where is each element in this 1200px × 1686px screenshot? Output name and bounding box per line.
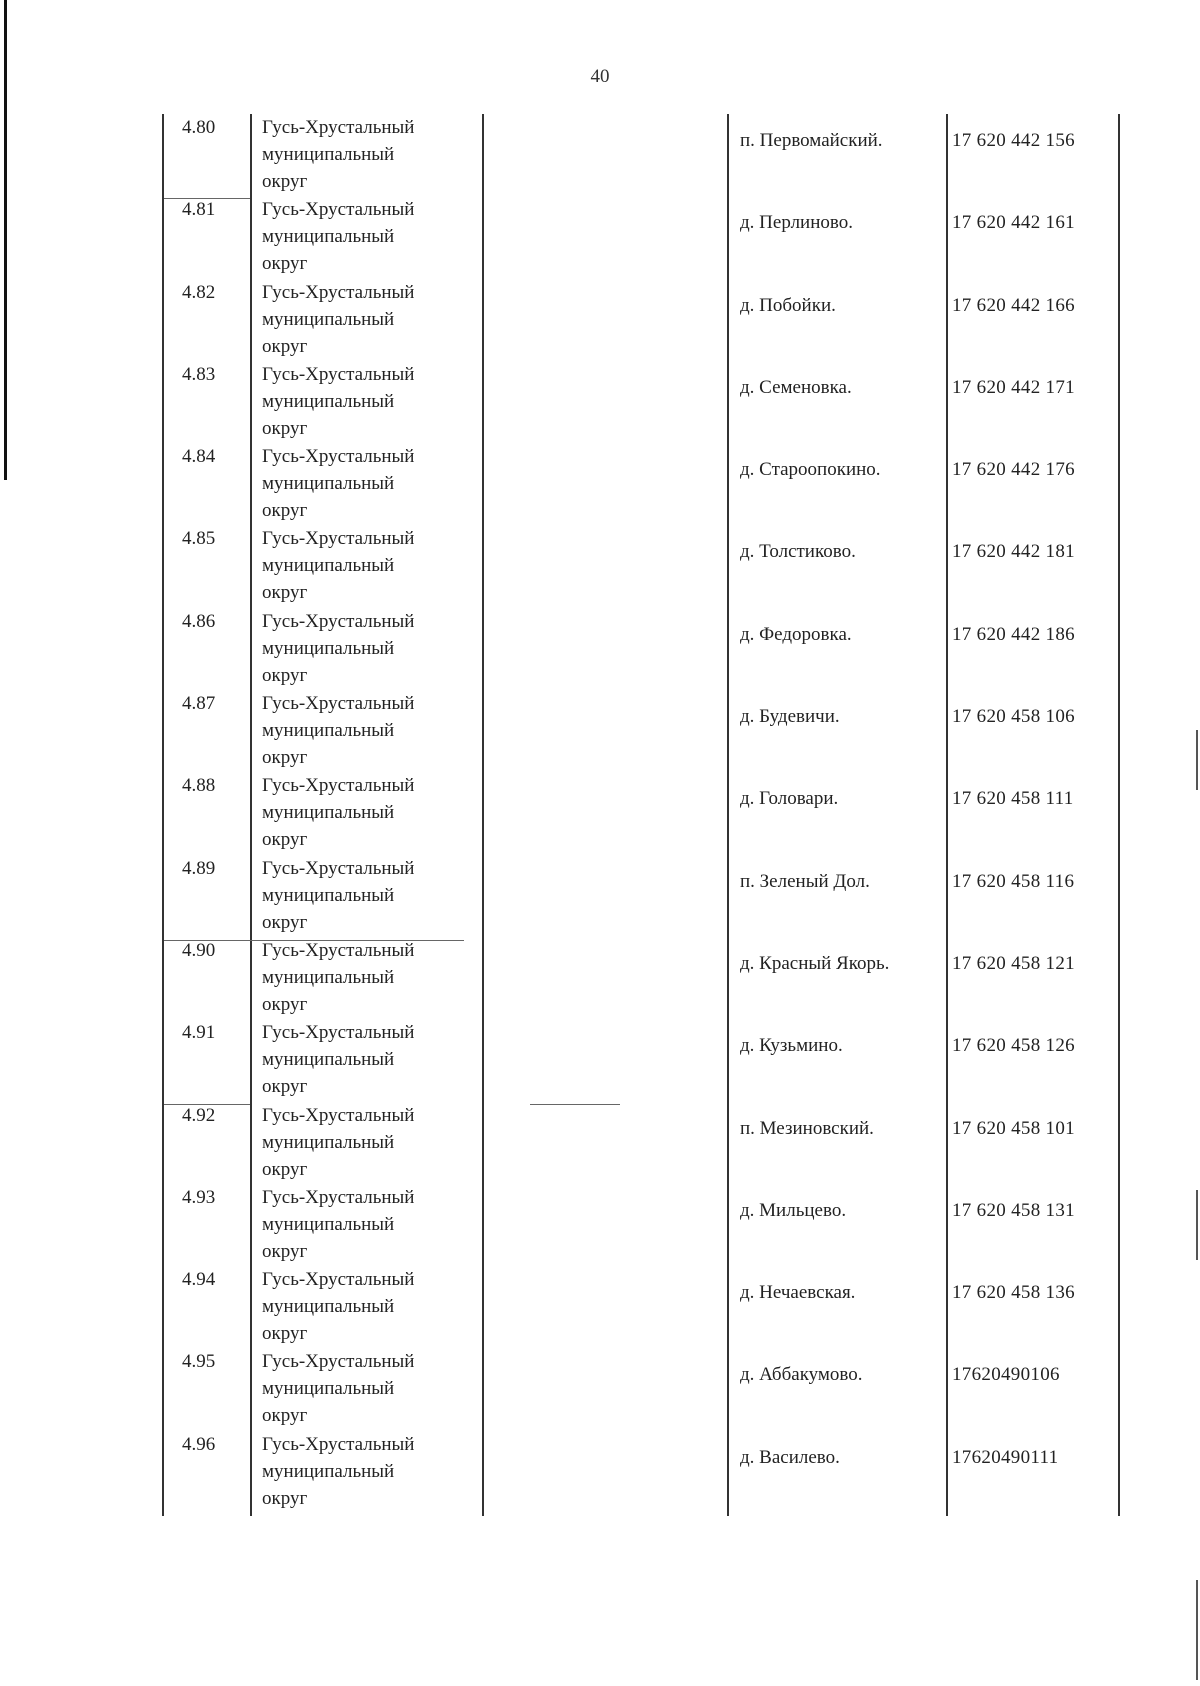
district-name [262, 525, 482, 606]
district-name [262, 1102, 482, 1183]
settlement-name: д. Мильцево. [740, 1199, 847, 1221]
district-name-line: муниципальный [262, 1378, 395, 1400]
district-name-line: округ [262, 335, 308, 357]
row-number: 4.89 [182, 857, 216, 879]
oktmo-code: 17 620 442 161 [952, 212, 1075, 234]
scan-edge-mark [1196, 1580, 1198, 1680]
district-name-line: муниципальный [262, 555, 395, 577]
district-name-line: округ [262, 582, 308, 604]
district-name-line: муниципальный [262, 1296, 395, 1318]
row-number: 4.93 [182, 1186, 216, 1208]
settlement-name: д. Нечаевская. [740, 1282, 856, 1304]
oktmo-code: 17620490106 [952, 1364, 1060, 1386]
district-name-line: Гусь-Хрустальный [262, 281, 415, 303]
district-name-line: муниципальный [262, 1131, 395, 1153]
district-name-line: Гусь-Хрустальный [262, 446, 415, 468]
district-name-line: Гусь-Хрустальный [262, 1022, 415, 1044]
row-number: 4.80 [182, 117, 216, 138]
table-row [162, 855, 1120, 937]
settlement-name: п. Первомайский. [740, 130, 883, 151]
district-name-line: округ [262, 1240, 308, 1262]
district-name-line: Гусь-Хрустальный [262, 363, 415, 385]
district-name-line: округ [262, 1323, 308, 1345]
district-name-line: Гусь-Хрустальный [262, 1186, 415, 1208]
district-name [262, 361, 482, 442]
page-number: 40 [590, 66, 610, 87]
table-row [162, 196, 1120, 278]
oktmo-code: 17 620 442 181 [952, 541, 1075, 563]
table-row [162, 279, 1120, 361]
oktmo-code: 17 620 458 106 [952, 706, 1075, 728]
oktmo-code: 17 620 458 116 [952, 870, 1075, 892]
row-number: 4.81 [182, 199, 216, 221]
settlement-name: д. Федоровка. [740, 623, 852, 645]
settlement-name: д. Кузьмино. [740, 1035, 843, 1057]
oktmo-code: 17 620 458 121 [952, 952, 1075, 974]
oktmo-code: 17 620 458 111 [952, 788, 1074, 810]
district-name-line: муниципальный [262, 966, 395, 988]
district-name-line: Гусь-Хрустальный [262, 857, 415, 879]
district-name [262, 1348, 482, 1429]
district-name-line: муниципальный [262, 720, 395, 742]
table-row [162, 1348, 1120, 1430]
settlement-name: д. Староопокино. [740, 459, 881, 481]
district-name-line: округ [262, 993, 308, 1015]
district-name-line: Гусь-Хрустальный [262, 1104, 415, 1126]
district-name [262, 1431, 482, 1512]
district-name-line: округ [262, 1405, 308, 1427]
settlement-name: д. Аббакумово. [740, 1364, 863, 1386]
row-number: 4.91 [182, 1022, 216, 1044]
district-name-line: округ [262, 747, 308, 769]
district-name-line: Гусь-Хрустальный [262, 693, 415, 715]
district-name-line: Гусь-Хрустальный [262, 528, 415, 550]
district-name-line: муниципальный [262, 637, 395, 659]
oktmo-code: 17 620 442 186 [952, 623, 1075, 645]
scan-edge-mark [1196, 730, 1198, 790]
district-name-line: округ [262, 500, 308, 522]
district-name-line: муниципальный [262, 308, 395, 330]
row-number: 4.94 [182, 1269, 216, 1291]
oktmo-code: 17 620 442 156 [952, 130, 1075, 151]
table-row [162, 1102, 1120, 1184]
table-row [162, 525, 1120, 607]
oktmo-code: 17 620 442 166 [952, 294, 1075, 316]
oktmo-code: 17620490111 [952, 1446, 1059, 1468]
settlement-name: д. Семеновка. [740, 376, 852, 398]
row-number: 4.86 [182, 610, 216, 632]
table-row [162, 361, 1120, 443]
district-name-line: округ [262, 1158, 308, 1180]
table-row [162, 690, 1120, 772]
row-number: 4.92 [182, 1104, 216, 1126]
district-name-line: округ [262, 829, 308, 851]
district-name-line: Гусь-Хрустальный [262, 1269, 415, 1291]
district-name-line: муниципальный [262, 884, 395, 906]
district-name [262, 937, 482, 1018]
district-name-line: муниципальный [262, 473, 395, 495]
table-row [162, 937, 1120, 1019]
district-name [262, 114, 482, 195]
settlement-name: д. Перлиново. [740, 212, 853, 234]
row-number: 4.87 [182, 693, 216, 715]
district-name-line: округ [262, 911, 308, 933]
district-name-line: округ [262, 417, 308, 439]
table-row [162, 443, 1120, 525]
oktmo-code: 17 620 458 126 [952, 1035, 1075, 1057]
district-name-line: округ [262, 1076, 308, 1098]
table-row [162, 772, 1120, 854]
district-name-line: муниципальный [262, 802, 395, 824]
district-name [262, 196, 482, 277]
district-name [262, 690, 482, 771]
settlement-name: д. Будевичи. [740, 706, 840, 728]
district-name [262, 1266, 482, 1347]
district-name-line: Гусь-Хрустальный [262, 775, 415, 797]
settlement-name: д. Толстиково. [740, 541, 856, 563]
district-name-line: округ [262, 1487, 308, 1509]
district-name [262, 608, 482, 689]
district-name-line: Гусь-Хрустальный [262, 117, 415, 138]
row-number: 4.82 [182, 281, 216, 303]
district-name [262, 443, 482, 524]
district-name-line: Гусь-Хрустальный [262, 1433, 415, 1455]
settlement-name: д. Побойки. [740, 294, 836, 316]
row-number: 4.85 [182, 528, 216, 550]
district-name [262, 855, 482, 936]
row-number: 4.96 [182, 1433, 216, 1455]
district-name-line: округ [262, 171, 308, 192]
oktmo-code: 17 620 442 176 [952, 459, 1075, 481]
oktmo-code: 17 620 458 131 [952, 1199, 1075, 1221]
oktmo-code: 17 620 458 136 [952, 1282, 1075, 1304]
district-name [262, 772, 482, 853]
oktmo-code: 17 620 442 171 [952, 376, 1075, 398]
table-row [162, 1019, 1120, 1101]
district-name-line: округ [262, 664, 308, 686]
oktmo-code: 17 620 458 101 [952, 1117, 1075, 1139]
settlement-name: д. Головари. [740, 788, 839, 810]
row-number: 4.88 [182, 775, 216, 797]
row-number: 4.83 [182, 363, 216, 385]
settlement-name: п. Зеленый Дол. [740, 870, 870, 892]
settlements-table [162, 114, 1120, 1513]
table-row [162, 608, 1120, 690]
district-name [262, 279, 482, 360]
district-name-line: муниципальный [262, 226, 395, 248]
district-name-line: муниципальный [262, 390, 395, 412]
district-name-line: Гусь-Хрустальный [262, 1351, 415, 1373]
table-row [162, 1431, 1120, 1513]
row-number: 4.95 [182, 1351, 216, 1373]
district-name [262, 1019, 482, 1100]
district-name-line: муниципальный [262, 1460, 395, 1482]
table-row [162, 1266, 1120, 1348]
row-number: 4.84 [182, 446, 216, 468]
district-name-line: округ [262, 253, 308, 275]
district-name-line: Гусь-Хрустальный [262, 939, 415, 961]
settlement-name: д. Красный Якорь. [740, 952, 890, 974]
district-name-line: муниципальный [262, 1213, 395, 1235]
district-name-line: муниципальный [262, 1049, 395, 1071]
settlement-name: д. Василево. [740, 1446, 840, 1468]
table-row [162, 114, 1120, 196]
row-number: 4.90 [182, 939, 216, 961]
settlement-name: п. Мезиновский. [740, 1117, 874, 1139]
district-name-line: Гусь-Хрустальный [262, 610, 415, 632]
scan-edge-mark [1196, 1190, 1198, 1260]
district-name-line: муниципальный [262, 144, 395, 165]
table-row [162, 1184, 1120, 1266]
district-name [262, 1184, 482, 1265]
district-name-line: Гусь-Хрустальный [262, 199, 415, 221]
